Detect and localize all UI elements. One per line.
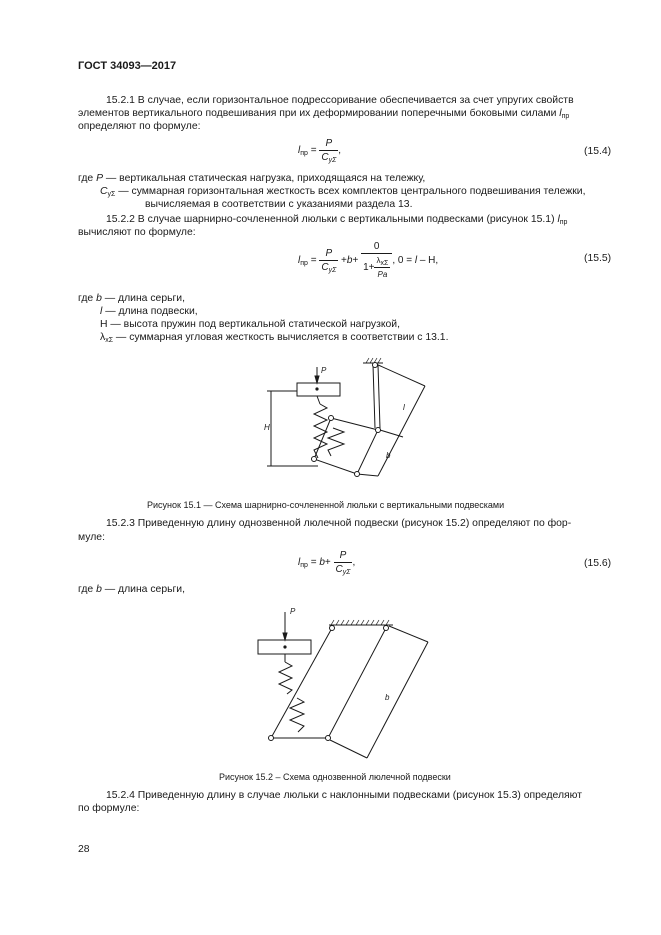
where-c-line: $C_{y\Sigma}$ — суммарная горизонтальная жесткость всех комплектов центрального подвешивания тележки,: [100, 186, 586, 198]
where-h-line: Н — высота пружин под вертикальной статической нагрузкой,: [100, 319, 400, 330]
paragraph-15-2-1-line3: определяют по формуле:: [78, 121, 201, 132]
figure-15-1-caption: Рисунок 15.1 — Схема шарнирно-сочлененной люльки с вертикальными подвесками: [147, 500, 505, 510]
fig2-b-label: b: [385, 693, 390, 702]
where-b-line: где b — длина серьги,: [78, 293, 185, 304]
paragraph-15-2-1-line2: элементов вертикального подвешивания при их деформировании поперечными боковыми силами $l_{пр}$: [78, 108, 570, 120]
fig1-p-label: P: [321, 366, 327, 375]
paragraph-15-2-2-line2: вычисляют по формуле:: [78, 227, 196, 238]
formula-15-4: $l_{пр}$ = $\frac{P}{C_{y\Sigma}}$ ,: [298, 138, 342, 164]
paragraph-15-2-3-line2: муле:: [78, 532, 105, 543]
figure-15-2-caption: Рисунок 15.2 – Схема однозвенной люлечной подвески: [219, 772, 451, 782]
document-header: ГОСТ 34093—2017: [78, 60, 177, 72]
formula-15-5: $l_{пр}$ = $\frac{P}{C_{y\Sigma}}$ +b+ 0 1+ $\frac{\lambda_{x\Sigma}}{Pa}$ , 0 = l – Н,: [298, 241, 439, 279]
fig2-p-label: P: [290, 607, 296, 616]
equation-number-15-6: (15.6): [584, 558, 612, 569]
paragraph-15-2-2-line1: 15.2.2 В случае шарнирно-сочлененной люльки с вертикальными подвесками (рисунок 15.1) $l_{пр}$: [106, 214, 568, 226]
where-c-line2: вычисляемая в соответствии с указаниями раздела 13.: [145, 199, 413, 210]
where-p-line: где P — вертикальная статическая нагрузка, приходящаяся на тележку,: [78, 173, 426, 184]
where-lambda-line: $\lambda_{x\Sigma}$ — суммарная угловая жесткость вычисляется в соответствии с 13.1.: [100, 332, 449, 344]
equation-number-15-4: (15.4): [584, 146, 612, 157]
fig1-b-label: b: [386, 451, 391, 460]
paragraph-15-2-4-line1: 15.2.4 Приведенную длину в случае люльки с наклонными подвесками (рисунок 15.3) определяют: [106, 790, 582, 801]
paragraph-15-2-3-line1: 15.2.3 Приведенную длину однозвенной люлечной подвески (рисунок 15.2) определяют по фор-: [106, 518, 572, 529]
formula-15-6: $l_{пр} = b+$ $\frac{P}{C_{y\Sigma}}$ ,: [298, 550, 356, 576]
where-b-line-2: где b — длина серьги,: [78, 584, 185, 595]
fig1-h-label: H: [264, 423, 270, 432]
paragraph-15-2-1-line1: 15.2.1 В случае, если горизонтальное подрессоривание обеспечивается за счет упругих свойств: [106, 95, 574, 106]
where-l-line: l — длина подвески,: [100, 306, 198, 317]
paragraph-15-2-4-line2: по формуле:: [78, 803, 140, 814]
equation-number-15-5: (15.5): [584, 253, 612, 264]
page-number: 28: [78, 844, 90, 855]
fig1-l-label: l: [403, 403, 405, 412]
